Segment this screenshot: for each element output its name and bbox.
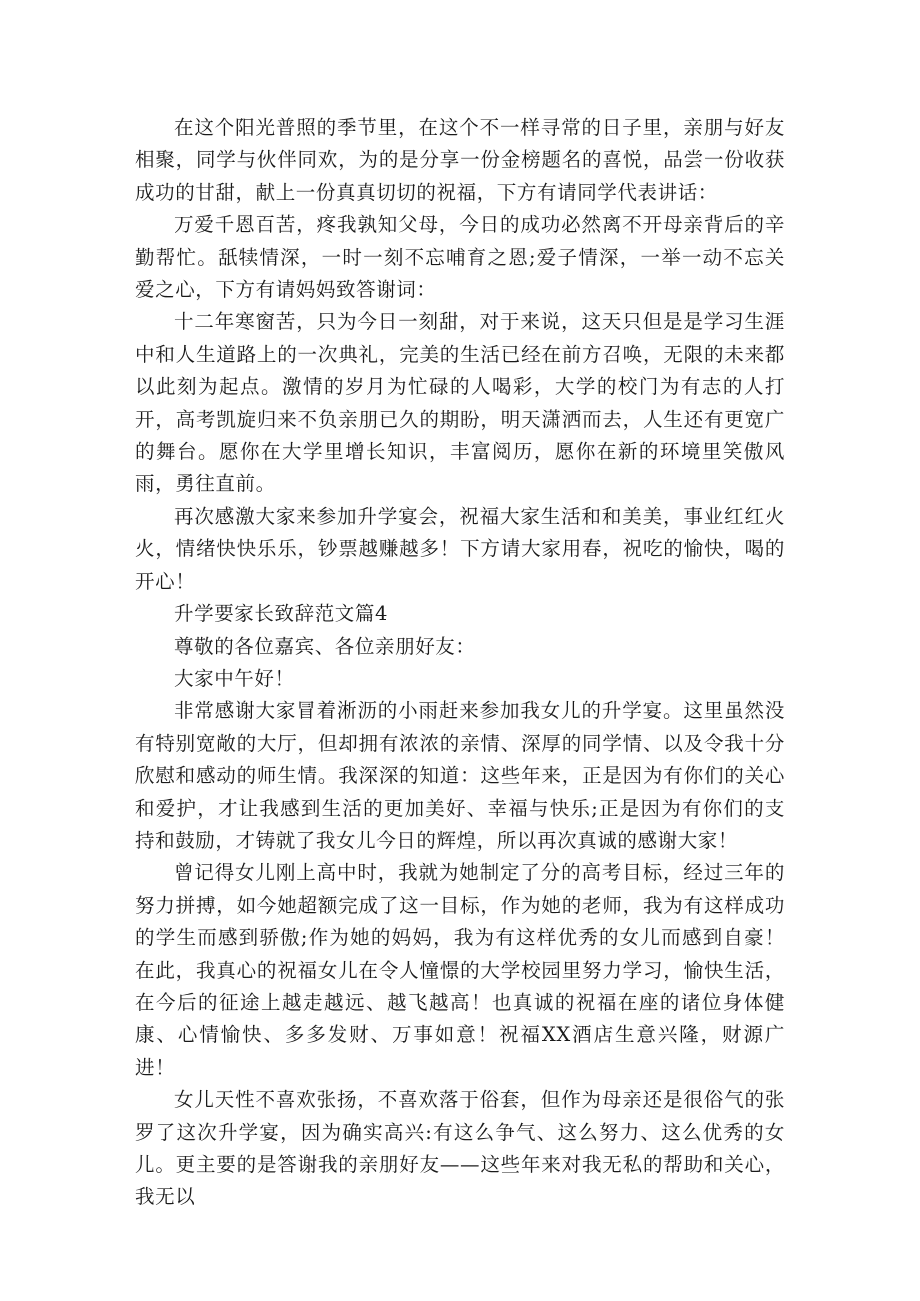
paragraph-6: 曾记得女儿刚上高中时，我就为她制定了分的高考目标，经过三年的努力拼搏，如今她超额完成了这一目标，作为她的老师，我为有这样成功的学生而感到骄傲;作为她的妈妈，我为有这样优秀的女儿而感到自豪！在此，我真心的祝福女儿在令人憧憬的大学校园里努力学习，愉快生活，在今后的征途上越走越远、越飞越高！也真诚的祝福在座的诸位身体健康、心情愉快、多多发财、万事如意！祝福XX酒店生意兴隆，财源广进！ <box>135 861 785 1079</box>
section-heading: 升学要家长致辞范文篇4 <box>174 602 389 626</box>
paragraph-7: 女儿天性不喜欢张扬，不喜欢落于俗套，但作为母亲还是很俗气的张罗了这次升学宴，因为确实高兴:有这么争气、这么努力、这么优秀的女儿。更主要的是答谢我的亲朋好友——这些年来对我无私的帮助和关心，我无以 <box>135 1088 785 1209</box>
document-body <box>135 112 785 1214</box>
paragraph-3: 十二年寒窗苦，只为今日一刻甜，对于来说，这天只但是是学习生涯中和人生道路上的一次典礼，完美的生活已经在前方召唤，无限的未来都以此刻为起点。激情的岁月为忙碌的人喝彩，大学的校门为有志的人打开，高考凯旋归来不负亲朋已久的期盼，明天潇洒而去，人生还有更宽广的舞台。愿你在大学里增长知识，丰富阅历，愿你在新的环境里笑傲风雨，勇往直前。 <box>135 310 785 496</box>
salutation: 尊敬的各位嘉宾、各位亲朋好友： <box>174 634 476 658</box>
paragraph-2: 万爱千恩百苦，疼我孰知父母，今日的成功必然离不开母亲背后的辛勤帮忙。舐犊情深，一时一刻不忘哺育之恩;爱子情深，一举一动不忘关爱之心，下方有请妈妈致答谢词： <box>135 213 785 302</box>
paragraph-4: 再次感激大家来参加升学宴会，祝福大家生活和和美美，事业红红火火，情绪快快乐乐，钞票越赚越多！下方请大家用春，祝吃的愉快，喝的开心！ <box>135 504 785 593</box>
paragraph-5: 非常感谢大家冒着淅沥的小雨赶来参加我女儿的升学宴。这里虽然没有特别宽敞的大厅，但却拥有浓浓的亲情、深厚的同学情、以及令我十分欣慰和感动的师生情。我深深的知道：这些年来，正是因为有你们的关心和爱护，才让我感到生活的更加美好、幸福与快乐;正是因为有你们的支持和鼓励，才铸就了我女儿今日的辉煌，所以再次真诚的感谢大家！ <box>135 699 785 852</box>
paragraph-1: 在这个阳光普照的季节里，在这个不一样寻常的日子里，亲朋与好友相聚，同学与伙伴同欢，为的是分享一份金榜题名的喜悦，品尝一份收获成功的甘甜，献上一份真真切切的祝福，下方有请同学代表讲话： <box>135 116 785 204</box>
greeting: 大家中午好！ <box>174 666 295 690</box>
